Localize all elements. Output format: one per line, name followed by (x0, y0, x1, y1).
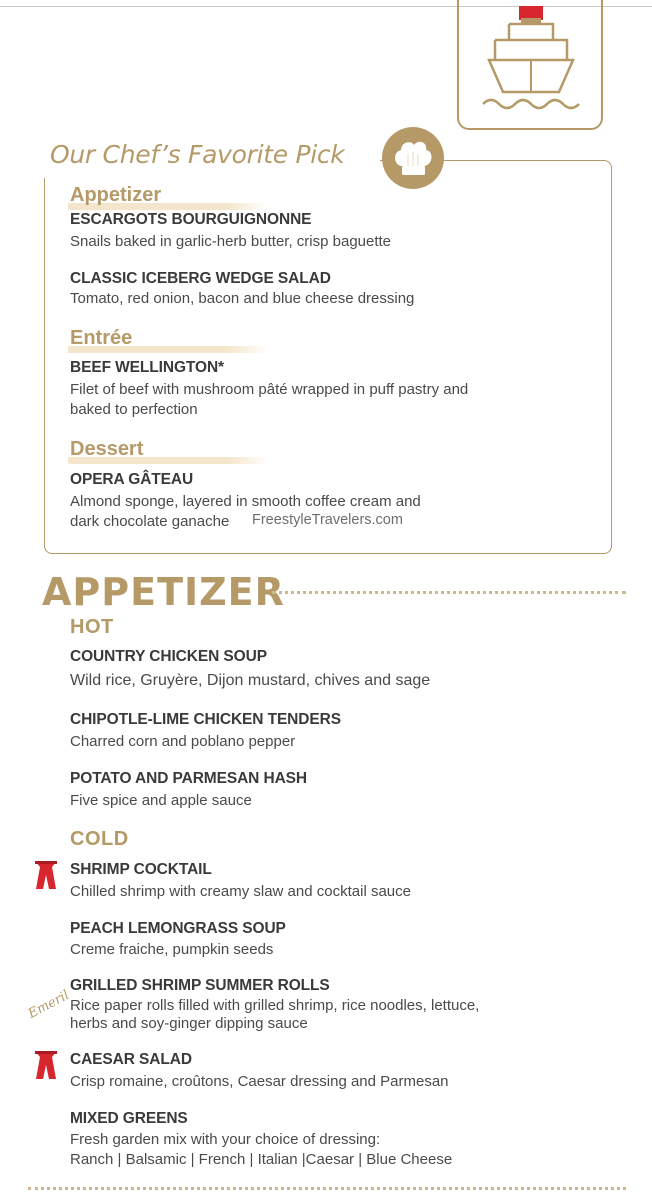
section-title-appetizer: APPETIZER (42, 570, 285, 614)
watermark-text: FreestyleTravelers.com (252, 512, 403, 528)
chef-category-entree: Entrée (70, 327, 133, 349)
menu-item-desc: Fresh garden mix with your choice of dressing: (70, 1131, 381, 1148)
menu-item-desc: Crisp romaine, croûtons, Caesar dressing and Parmesan (70, 1073, 449, 1090)
ship-badge (457, 0, 603, 130)
svg-text:Emeril: Emeril (25, 987, 72, 1022)
menu-item-desc: herbs and soy-ginger dipping sauce (70, 1015, 308, 1032)
chef-category-dessert: Dessert (70, 438, 144, 460)
menu-item-desc: Five spice and apple sauce (70, 792, 252, 809)
chef-category-appetizer: Appetizer (70, 184, 162, 206)
menu-item-desc: Almond sponge, layered in smooth coffee cream and (70, 493, 421, 510)
menu-item-name: ESCARGOTS BOURGUIGNONNE (70, 211, 312, 228)
menu-item-name: OPERA GÂTEAU (70, 471, 194, 488)
subheading-hot: HOT (70, 616, 114, 638)
menu-item-desc: Creme fraiche, pumpkin seeds (70, 941, 274, 958)
menu-item-name: CHIPOTLE-LIME CHICKEN TENDERS (70, 711, 341, 728)
dotted-divider (272, 591, 626, 594)
menu-item-desc: dark chocolate ganache (70, 513, 230, 530)
menu-item-desc: Snails baked in garlic-herb butter, crisp baguette (70, 233, 392, 250)
menu-item-desc: Charred corn and poblano pepper (70, 733, 296, 750)
menu-item-name: CAESAR SALAD (70, 1051, 192, 1068)
menu-item-desc: Chilled shrimp with creamy slaw and cocktail sauce (70, 883, 411, 900)
menu-item-desc: Tomato, red onion, bacon and blue cheese dressing (70, 290, 415, 307)
carnival-funnel-icon (33, 1049, 59, 1081)
menu-item-name: GRILLED SHRIMP SUMMER ROLLS (70, 977, 330, 994)
menu-item-name: COUNTRY CHICKEN SOUP (70, 648, 267, 665)
carnival-funnel-icon (33, 859, 59, 891)
menu-item-desc: Ranch | Balsamic | French | Italian |Caesar | Blue Cheese (70, 1151, 453, 1168)
chef-pick-title: Our Chef’s Favorite Pick (50, 140, 345, 169)
emeril-signature (22, 982, 72, 1022)
menu-item-name: BEEF WELLINGTON* (70, 359, 224, 376)
subheading-cold: COLD (70, 828, 129, 850)
menu-item-desc: Wild rice, Gruyère, Dijon mustard, chives and sage (70, 672, 431, 689)
menu-item-desc: Filet of beef with mushroom pâté wrapped in puff pastry and (70, 381, 469, 398)
menu-item-desc: Rice paper rolls filled with grilled shrimp, rice noodles, lettuce, (70, 997, 480, 1014)
dotted-divider (28, 1187, 626, 1190)
menu-item-name: MIXED GREENS (70, 1110, 188, 1127)
menu-item-desc: baked to perfection (70, 401, 198, 418)
menu-item-name: PEACH LEMONGRASS SOUP (70, 920, 286, 937)
cruise-ship-icon (479, 0, 583, 110)
menu-item-name: CLASSIC ICEBERG WEDGE SALAD (70, 270, 331, 287)
menu-item-name: SHRIMP COCKTAIL (70, 861, 212, 878)
chef-hat-icon (381, 126, 445, 190)
menu-item-name: POTATO AND PARMESAN HASH (70, 770, 307, 787)
